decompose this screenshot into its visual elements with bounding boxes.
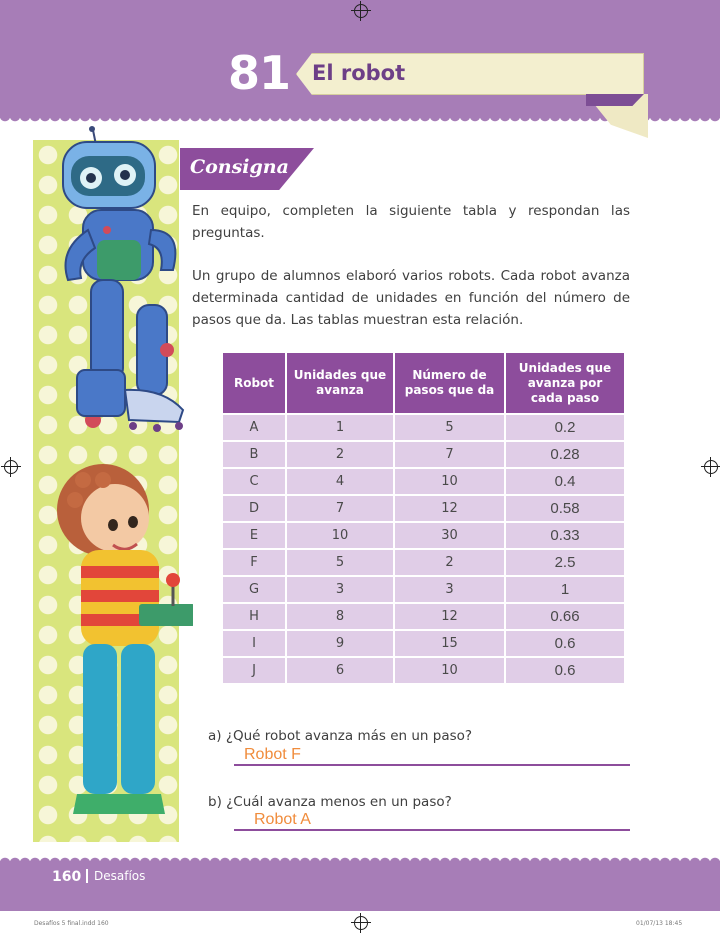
- per-step-answer[interactable]: 0.58: [505, 495, 625, 522]
- instruction-paragraph: En equipo, completen la siguiente tabla y respondan las preguntas.: [192, 203, 630, 241]
- robot-cell: J: [222, 657, 286, 684]
- table-row: [222, 549, 625, 576]
- column-header: Unidades que avanza por cada paso: [505, 352, 625, 414]
- table-row: [222, 414, 625, 441]
- steps-cell: 12: [394, 603, 505, 630]
- robot-cell: H: [222, 603, 286, 630]
- robot-cell: E: [222, 522, 286, 549]
- units-cell: 2: [286, 441, 394, 468]
- table-row: [222, 603, 625, 630]
- per-step-answer[interactable]: 0.33: [505, 522, 625, 549]
- table-row: [222, 630, 625, 657]
- per-step-answer[interactable]: 0.28: [505, 441, 625, 468]
- lesson-number: 81: [228, 46, 291, 100]
- answer-line-b: [234, 829, 630, 831]
- answer-line-a: [234, 764, 630, 766]
- robot-cell: G: [222, 576, 286, 603]
- steps-cell: 3: [394, 576, 505, 603]
- registration-mark-icon: [354, 4, 368, 18]
- robot-cell: I: [222, 630, 286, 657]
- per-step-answer[interactable]: 0.2: [505, 414, 625, 441]
- units-cell: 1: [286, 414, 394, 441]
- table-row: [222, 495, 625, 522]
- page-number: 160: [52, 869, 82, 885]
- footer-section-name: Desafíos: [94, 869, 146, 883]
- steps-cell: 15: [394, 630, 505, 657]
- units-cell: 4: [286, 468, 394, 495]
- steps-cell: 10: [394, 657, 505, 684]
- robot-cell: B: [222, 441, 286, 468]
- robots-table: [221, 351, 626, 685]
- robot-cell: A: [222, 414, 286, 441]
- context-paragraph: Un grupo de alumnos elaboró varios robots. Cada robot avanza determinada cantidad de unidades en función del número de pasos que da. Las tablas muestran esta relación.: [192, 268, 630, 328]
- page-title: El robot: [312, 61, 406, 85]
- units-cell: 5: [286, 549, 394, 576]
- units-cell: 7: [286, 495, 394, 522]
- table-row: [222, 441, 625, 468]
- column-header: Unidades que avanza: [286, 352, 394, 414]
- units-cell: 3: [286, 576, 394, 603]
- table-row: [222, 468, 625, 495]
- per-step-answer[interactable]: 1: [505, 576, 625, 603]
- per-step-answer[interactable]: 0.66: [505, 603, 625, 630]
- per-step-answer[interactable]: 0.4: [505, 468, 625, 495]
- per-step-answer[interactable]: 2.5: [505, 549, 625, 576]
- table-row: [222, 522, 625, 549]
- answer-a[interactable]: Robot F: [244, 746, 301, 763]
- print-slug-right: 01/07/13 18:45: [636, 920, 683, 927]
- steps-cell: 30: [394, 522, 505, 549]
- robot-cell: F: [222, 549, 286, 576]
- per-step-answer[interactable]: 0.6: [505, 630, 625, 657]
- section-tag-label: Consigna: [190, 156, 289, 178]
- units-cell: 8: [286, 603, 394, 630]
- robot-cell: C: [222, 468, 286, 495]
- question-a: a) ¿Qué robot avanza más en un paso?: [208, 728, 473, 744]
- column-header: Robot: [222, 352, 286, 414]
- table-row: [222, 657, 625, 684]
- robot-cell: D: [222, 495, 286, 522]
- steps-cell: 2: [394, 549, 505, 576]
- print-slug-left: Desafíos 5 final.indd 160: [34, 920, 109, 927]
- units-cell: 10: [286, 522, 394, 549]
- registration-mark-icon: [354, 916, 368, 930]
- robot-and-child-illustration: [33, 120, 193, 840]
- column-header: Número de pasos que da: [394, 352, 505, 414]
- steps-cell: 5: [394, 414, 505, 441]
- steps-cell: 10: [394, 468, 505, 495]
- units-cell: 9: [286, 630, 394, 657]
- registration-mark-icon: [4, 460, 18, 474]
- answer-b[interactable]: Robot A: [254, 811, 311, 828]
- units-cell: 6: [286, 657, 394, 684]
- steps-cell: 7: [394, 441, 505, 468]
- registration-mark-icon: [704, 460, 718, 474]
- table-row: [222, 576, 625, 603]
- question-b: b) ¿Cuál avanza menos en un paso?: [208, 794, 452, 810]
- steps-cell: 12: [394, 495, 505, 522]
- footer-divider: [86, 869, 88, 883]
- per-step-answer[interactable]: 0.6: [505, 657, 625, 684]
